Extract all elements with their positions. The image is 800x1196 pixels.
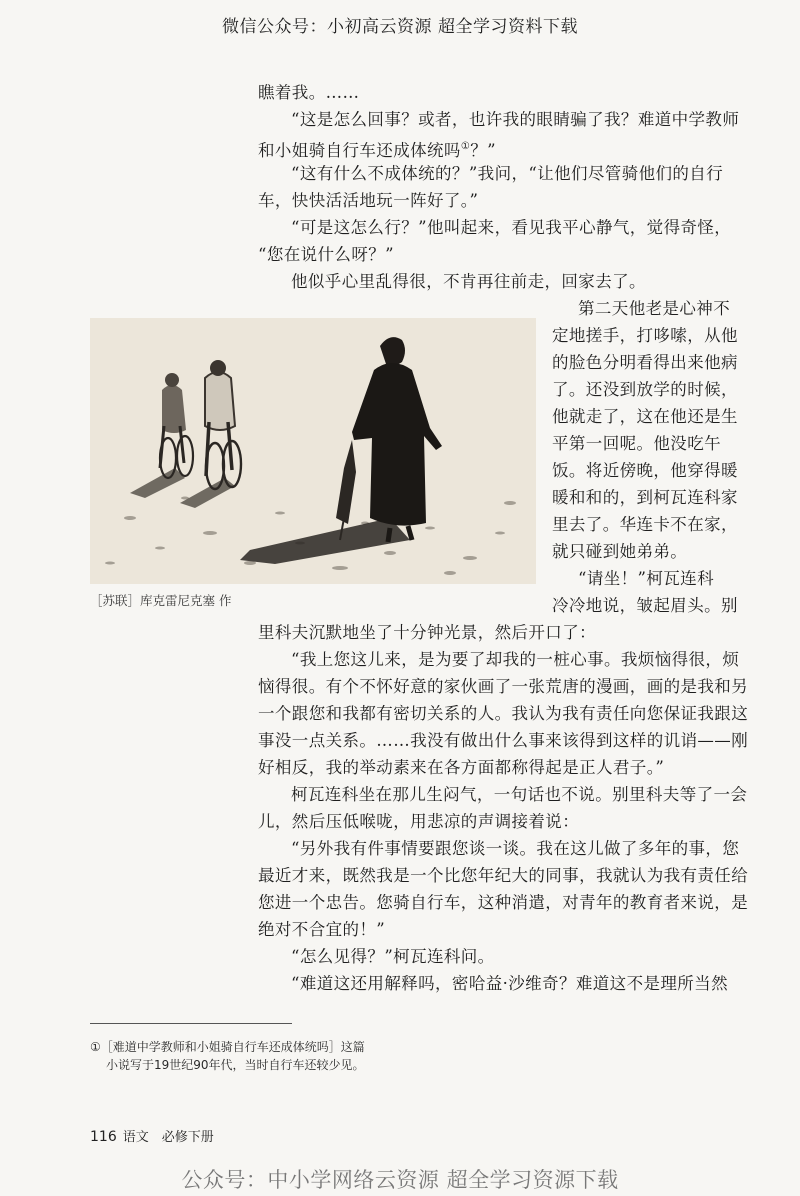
body-line: “可是这怎么行？”他叫起来，看见我平心静气，觉得奇怪， [291, 218, 732, 237]
wrap-line: “请坐！”柯瓦连科 [578, 569, 714, 588]
body-line: “您在说什么呀？” [258, 245, 394, 264]
book-title: 语文 必修下册 [122, 1130, 214, 1145]
cyclists-and-man-drawing [90, 318, 536, 584]
wrap-line: 平第一回呢。他没吃午 [552, 434, 721, 453]
wrap-line: 了。还没到放学的时候， [552, 380, 738, 399]
body-line: 儿，然后压低喉咙，用悲凉的声调接着说： [258, 812, 580, 831]
top-watermark: 微信公众号：小初高云资源 超全学习资料下载 [222, 17, 578, 37]
body-line: “我上您这儿来，是为要了却我的一桩心事。我烦恼得很，烦 [291, 650, 740, 669]
body-line: “难道这还用解释吗，密哈益·沙维奇？难道这不是理所当然 [291, 974, 728, 993]
body-line: 他似乎心里乱得很，不肯再往前走，回家去了。 [291, 272, 646, 291]
wrap-line: 他就走了，这在他还是生 [552, 407, 738, 426]
body-line: “这有什么不成体统的？”我问，“让他们尽管骑他们的自行 [291, 164, 724, 183]
wrap-line: 里去了。华连卡不在家， [552, 515, 738, 534]
footnote-line: 小说写于19世纪90年代，当时自行车还较少见。 [106, 1058, 365, 1072]
wrap-line: 暖和和的，到柯瓦连科家 [552, 488, 738, 507]
body-line: 最近才来，既然我是一个比您年纪大的同事，我就认为我有责任给 [258, 866, 749, 885]
body-line [258, 135, 778, 163]
body-line: 事没一点关系。……我没有做出什么事来该得到这样的讥诮——刚 [258, 731, 749, 750]
footnote-divider [90, 1023, 292, 1024]
illustration-caption: ［苏联］库克雷尼克塞 作 [90, 593, 232, 608]
wrap-line: 就只碰到她弟弟。 [552, 542, 688, 561]
illustration [90, 318, 536, 584]
page-number: 116 [90, 1129, 117, 1145]
body-line: “怎么见得？”柯瓦连科问。 [291, 947, 495, 966]
body-line-text: 和小姐骑自行车还成体统吗 [258, 141, 461, 160]
body-line: 您进一个忠告。您骑自行车，这种消遣，对青年的教育者来说，是 [258, 893, 749, 912]
body-line: “这是怎么回事？或者，也许我的眼睛骗了我？难道中学教师 [291, 110, 740, 129]
page-footer [90, 1126, 214, 1145]
body-line: 一个跟您和我都有密切关系的人。我认为我有责任向您保证我跟这 [258, 704, 749, 723]
wrap-line: 饭。将近傍晚，他穿得暖 [552, 461, 738, 480]
footnote-marker: ① [460, 141, 471, 152]
footnote-line: ①［难道中学教师和小姐骑自行车还成体统吗］这篇 [90, 1040, 365, 1054]
body-line: 瞧着我。…… [258, 83, 360, 102]
body-line: “另外我有件事情要跟您谈一谈。我在这儿做了多年的事，您 [291, 839, 740, 858]
body-line: 绝对不合宜的！” [258, 920, 386, 939]
body-line-text: ？” [470, 141, 496, 160]
bottom-watermark: 公众号：中小学网络云资源 超全学习资源下载 [181, 1168, 619, 1192]
wrap-line: 第二天他老是心神不 [578, 299, 731, 318]
body-line: 恼得很。有个不怀好意的家伙画了一张荒唐的漫画，画的是我和另 [258, 677, 749, 696]
wrap-line: 的脸色分明看得出来他病 [552, 353, 738, 372]
body-line: 里科夫沉默地坐了十分钟光景，然后开口了： [258, 623, 596, 642]
body-line: 车，快快活活地玩一阵好了。” [258, 191, 479, 210]
wrap-line: 定地搓手，打哆嗦，从他 [552, 326, 738, 345]
wrap-line: 冷冷地说，皱起眉头。别 [552, 596, 738, 615]
body-line: 柯瓦连科坐在那儿生闷气，一句话也不说。别里科夫等了一会 [291, 785, 748, 804]
body-line: 好相反，我的举动素来在各方面都称得起是正人君子。” [258, 758, 665, 777]
